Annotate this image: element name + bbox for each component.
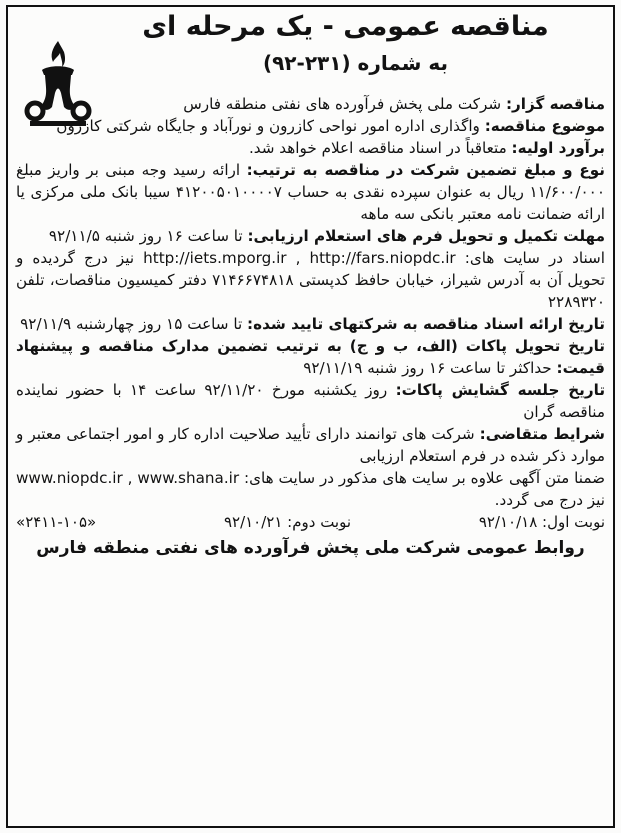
section-text: شرکت ملی پخش فرآورده های نفتی منطقه فارس (183, 95, 502, 113)
section-text: حداکثر تا ساعت ۱۶ روز شنبه ۹۲/۱۱/۱۹ (303, 359, 552, 377)
notice-body (16, 93, 605, 559)
section-text: اسناد در سایت های: http://iets.mporg.ir , http://fars.niopdc.ir نیز درج گردیده و تحویل آن به آدرس شیراز، خیابان حافظ کدپستی ۷۱۴۶۶۷۴۸۱۸ دفتر کمیسیون مناقصات، تلفن ۲۲۸۹۳۲۰ (16, 249, 605, 311)
notice-paragraph (16, 379, 605, 423)
notice-paragraph (16, 467, 605, 511)
issue-second: نوبت دوم: ۹۲/۱۰/۲۱ (223, 513, 352, 531)
notice-header (8, 7, 613, 97)
section-label: برآورد اولیه: (511, 139, 605, 157)
section-text: روز یکشنبه مورخ ۹۲/۱۱/۲۰ ساعت ۱۴ با حضور نماینده مناقصه گران (16, 381, 605, 421)
section-text: ضمنا متن آگهی علاوه بر سایت های مذکور در سایت های: www.niopdc.ir , www.shana.ir نیز درج می گردد. (16, 469, 605, 509)
section-label: نوع و مبلغ تضمین شرکت در مناقصه به ترتیب: (246, 161, 606, 179)
section-label: مناقصه گزار: (505, 95, 605, 113)
issue-dates (16, 511, 605, 533)
section-label: شرایط متقاضی: (479, 425, 605, 443)
notice-paragraph (16, 225, 605, 247)
section-text: تا ساعت ۱۵ روز چهارشنبه ۹۲/۱۱/۹ (20, 315, 243, 333)
section-text: متعاقباً در اسناد مناقصه اعلام خواهد شد. (248, 139, 507, 157)
section-label: مهلت تکمیل و تحویل فرم های استعلام ارزیابی: (247, 227, 605, 245)
notice-paragraph (16, 137, 605, 159)
section-label: تاریخ تحویل پاکات (الف، ب و ج) به ترتیب تضمین مدارک مناقصه و پیشنهاد قیمت: (16, 337, 605, 377)
section-text: واگذاری اداره امور نواحی کازرون و نورآباد و جایگاه شرکتی کازرون (56, 117, 480, 135)
section-label: تاریخ ارائه اسناد مناقصه به شرکتهای تایید شده: (247, 315, 605, 333)
section-label: موضوع مناقصه: (484, 117, 605, 135)
notice-paragraph (16, 159, 605, 225)
issue-code: «۲۴۱۱-۱۰۵» (16, 513, 97, 531)
tender-notice (6, 5, 615, 828)
section-text: شرکت های توانمند دارای تأیید صلاحیت اداره کار و امور اجتماعی معتبر و موارد ذکر شده در فرم استعلام ارزیابی (16, 425, 605, 465)
notice-number: به شماره (۲۳۱-۹۲) (262, 51, 449, 75)
notice-title: مناقصه عمومی - یک مرحله ای (142, 11, 549, 42)
section-text: تا ساعت ۱۶ روز شنبه ۹۲/۱۱/۵ (48, 227, 243, 245)
issue-first: نوبت اول: ۹۲/۱۰/۱۸ (478, 513, 605, 531)
notice-paragraph (16, 423, 605, 467)
notice-paragraph (16, 313, 605, 335)
section-label: تاریخ جلسه گشایش پاکات: (395, 381, 606, 399)
notice-paragraph (16, 93, 605, 115)
notice-footer: روابط عمومی شرکت ملی پخش فرآورده های نفتی منطقه فارس (36, 538, 585, 558)
section-text: ارائه رسید وجه مبنی بر واریز مبلغ ۱۱/۶۰۰/۰۰۰ ریال به عنوان سپرده نقدی به حساب ۴۱۲۰۰۵۰۱۰۰۰۰۷ سیبا بانک ملی مرکزی یا ارائه ضمانت نامه معتبر بانکی سه ماهه (16, 161, 605, 223)
notice-paragraph (16, 115, 605, 137)
notice-paragraph (16, 247, 605, 313)
notice-paragraph (16, 335, 605, 379)
